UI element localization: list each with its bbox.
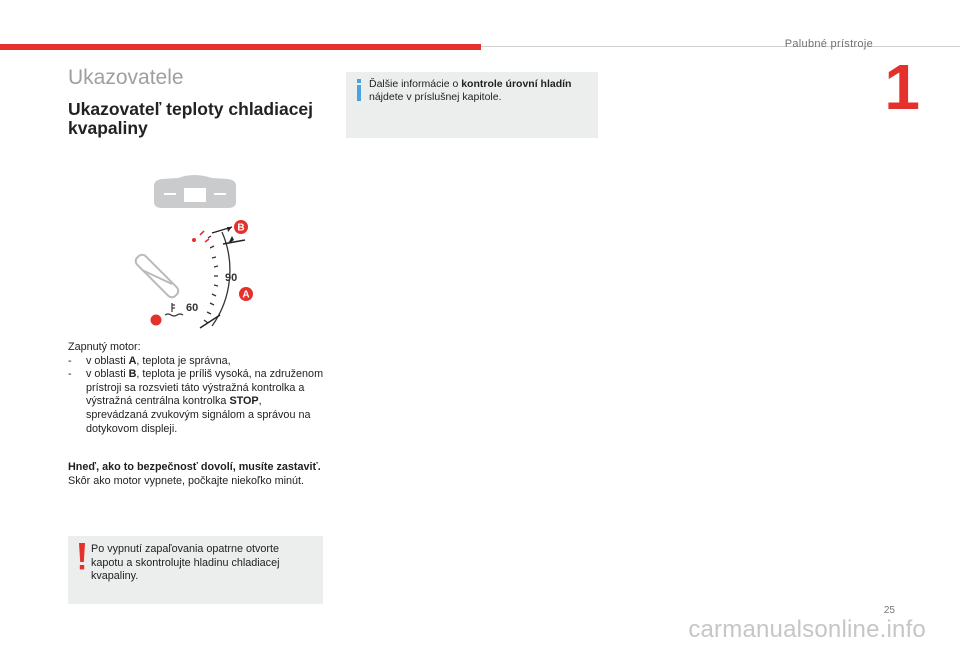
- section-title: Palubné prístroje: [784, 38, 873, 50]
- zone-a-ref: A: [128, 354, 137, 367]
- warning-paragraph: [68, 461, 324, 488]
- list-item: [68, 355, 324, 369]
- gauge-tick-90: 90: [225, 272, 238, 284]
- warning-lamp-icon: [151, 315, 162, 326]
- coolant-gauge-figure: [128, 170, 268, 336]
- coolant-temperature-icon: [165, 303, 183, 316]
- info-icon: [353, 79, 365, 101]
- info-text-post: nájdete v príslušnej kapitole.: [369, 91, 502, 103]
- header-rule: [481, 46, 960, 47]
- list-item-text: , teplota je príliš vysoká, na združenom prístroji sa rozsvieti táto výstražná kontrolka a výstražná centrálna kontrolka: [86, 368, 324, 408]
- gauge-needle: [134, 253, 181, 300]
- info-text-pre: Ďalšie informácie o: [369, 78, 462, 90]
- list-dash: -: [68, 354, 72, 367]
- body-text: [68, 341, 324, 436]
- exclamation-icon: [77, 543, 87, 571]
- list-dash: -: [68, 368, 72, 381]
- page-subtitle: Ukazovateľ teploty chladiacej kvapaliny: [68, 99, 314, 138]
- list-item: [68, 368, 324, 436]
- info-box: [346, 72, 598, 138]
- zone-a-label: A: [242, 289, 250, 301]
- instrument-cluster-icon: [154, 175, 236, 208]
- page-title: Ukazovatele: [68, 66, 184, 89]
- chapter-number: 1: [884, 51, 920, 123]
- stop-ref: STOP: [229, 395, 259, 408]
- info-text: [369, 78, 591, 104]
- info-text-bold: kontrole úrovní hladín: [461, 78, 572, 90]
- list-item-text: v oblasti: [86, 354, 129, 367]
- alert-text: Po vypnutí zapaľovania opatrne otvorte kapotu a skontrolujte hladinu chladiacej kvapaliny.: [91, 543, 280, 583]
- list-item-text: , teplota je správna,: [136, 354, 231, 367]
- header-accent-bar: [0, 44, 481, 50]
- zone-b-ref: B: [128, 368, 137, 381]
- watermark: carmanualsonline.info: [688, 616, 926, 643]
- alert-box: [68, 536, 323, 604]
- warning-text: Skôr ako motor vypnete, počkajte niekoľko minút.: [68, 474, 304, 487]
- gauge-tick-60: 60: [186, 302, 199, 314]
- intro-text: Zapnutý motor:: [68, 341, 141, 353]
- list-item-text: , sprevádzaná zvukovým signálom a správou na dotykovom displeji.: [86, 395, 311, 435]
- zone-b-label: B: [237, 222, 245, 234]
- page-number: 25: [883, 605, 895, 616]
- list-item-text: v oblasti: [86, 368, 129, 381]
- warning-bold: Hneď, ako to bezpečnosť dovolí, musíte zastaviť.: [68, 461, 321, 473]
